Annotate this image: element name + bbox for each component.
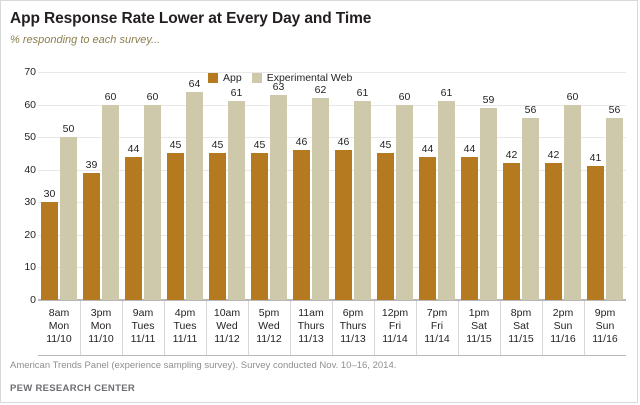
category-date: 11/11: [172, 333, 198, 345]
bar-app[interactable]: [335, 136, 352, 300]
bar-experimental-web[interactable]: [270, 80, 287, 300]
category-time: 8am: [48, 307, 70, 319]
bar-app[interactable]: [83, 158, 100, 300]
bar-app[interactable]: [461, 142, 478, 300]
bar-group: [542, 72, 584, 300]
category-date: 11/12: [214, 333, 240, 345]
bar-value-label: 45: [169, 139, 182, 152]
bar-experimental-web[interactable]: [480, 93, 497, 300]
y-axis-tick: 40: [24, 163, 36, 176]
category-time: 3pm: [90, 307, 112, 319]
category-day: Thurs: [297, 320, 325, 332]
x-axis-category: [374, 301, 416, 355]
bar-group: [290, 72, 332, 300]
bar-experimental-web[interactable]: [522, 103, 539, 300]
category-day: Thurs: [339, 320, 367, 332]
bar-value-label: 61: [356, 87, 369, 100]
x-axis-category: [80, 301, 122, 355]
bar-app[interactable]: [503, 149, 520, 300]
category-day: Sun: [595, 320, 615, 332]
category-date: 11/16: [550, 333, 576, 345]
bar-value-label: 44: [127, 142, 140, 155]
category-day: Wed: [216, 320, 238, 332]
bar-value-label: 45: [379, 139, 392, 152]
source-note: American Trends Panel (experience sampling survey). Survey conducted Nov. 10–16, 2014.: [10, 360, 397, 371]
bar-groups: [38, 72, 626, 300]
category-day: Fri: [430, 320, 444, 332]
legend-label-experimental-web: Experimental Web: [266, 72, 353, 84]
category-date: 11/13: [340, 333, 366, 345]
y-axis-tick: 70: [24, 66, 36, 78]
bar-group: [584, 72, 626, 300]
x-axis-category: [500, 301, 542, 355]
category-date: 11/15: [508, 333, 534, 345]
bar-group: [80, 72, 122, 300]
x-axis-category: [416, 301, 458, 355]
bar-group: [458, 72, 500, 300]
category-time: 11am: [298, 307, 324, 319]
bar-group: [500, 72, 542, 300]
category-day: Sat: [471, 320, 487, 332]
bar-app[interactable]: [167, 139, 184, 300]
bar-value-label: 46: [295, 136, 308, 149]
category-day: Tues: [173, 320, 197, 332]
category-date: 11/13: [298, 333, 324, 345]
bar-value-label: 56: [608, 103, 621, 116]
y-axis-tick: 20: [24, 228, 36, 241]
category-date: 11/11: [130, 333, 156, 345]
x-axis-category: [164, 301, 206, 355]
x-axis-category: [122, 301, 164, 355]
bar-value-label: 41: [589, 152, 602, 165]
bar-experimental-web[interactable]: [354, 87, 371, 300]
bar-experimental-web[interactable]: [228, 87, 245, 300]
chart-subtitle: % responding to each survey...: [10, 34, 161, 46]
y-axis-tick: 10: [24, 261, 36, 274]
category-time: 1pm: [468, 307, 490, 319]
bar-value-label: 42: [505, 149, 518, 162]
bar-app[interactable]: [293, 136, 310, 300]
category-day: Wed: [258, 320, 280, 332]
bar-experimental-web[interactable]: [144, 90, 161, 300]
category-date: 11/10: [88, 333, 114, 345]
x-axis-categories: [38, 300, 626, 356]
bar-value-label: 60: [104, 90, 117, 103]
bar-group: [416, 72, 458, 300]
bar-app[interactable]: [419, 142, 436, 300]
category-time: 9pm: [594, 307, 616, 319]
bar-group: [248, 72, 290, 300]
y-axis-tick: 30: [24, 196, 36, 209]
bar-value-label: 30: [43, 188, 56, 201]
category-day: Sun: [553, 320, 573, 332]
bar-value-label: 64: [188, 77, 201, 90]
bar-value-label: 62: [314, 84, 327, 97]
category-date: 11/10: [46, 333, 72, 345]
category-time: 5pm: [258, 307, 280, 319]
bar-experimental-web[interactable]: [60, 123, 77, 300]
bar-app[interactable]: [377, 139, 394, 300]
bar-group: [206, 72, 248, 300]
bar-experimental-web[interactable]: [564, 90, 581, 300]
organization-footer: PEW RESEARCH CENTER: [10, 383, 135, 394]
y-axis: [8, 66, 36, 306]
category-time: 6pm: [342, 307, 364, 319]
bar-value-label: 44: [421, 142, 434, 155]
category-time: 4pm: [174, 307, 196, 319]
bar-group: [38, 72, 80, 300]
bar-value-label: 60: [398, 90, 411, 103]
legend-label-app: App: [223, 72, 242, 84]
category-time: 9am: [132, 307, 154, 319]
bar-experimental-web[interactable]: [186, 77, 203, 300]
category-day: Sat: [513, 320, 529, 332]
bar-experimental-web[interactable]: [396, 90, 413, 300]
bar-group: [332, 72, 374, 300]
category-date: 11/12: [256, 333, 282, 345]
bar-experimental-web[interactable]: [606, 103, 623, 300]
bar-value-label: 45: [211, 139, 224, 152]
bar-value-label: 61: [230, 87, 243, 100]
bar-value-label: 45: [253, 139, 266, 152]
y-axis-tick: 60: [24, 98, 36, 111]
x-axis-category: [248, 301, 290, 355]
category-day: Fri: [388, 320, 402, 332]
category-time: 2pm: [552, 307, 574, 319]
bar-app[interactable]: [125, 142, 142, 300]
y-axis-tick: 0: [30, 294, 36, 306]
category-day: Mon: [90, 320, 112, 332]
bar-app[interactable]: [251, 139, 268, 300]
x-axis-category: [458, 301, 500, 355]
bar-value-label: 44: [463, 142, 476, 155]
category-date: 11/14: [424, 333, 450, 345]
category-day: Mon: [48, 320, 70, 332]
bar-app[interactable]: [545, 149, 562, 300]
category-date: 11/14: [382, 333, 408, 345]
bar-value-label: 46: [337, 136, 350, 149]
x-axis-category: [542, 301, 584, 355]
bar-group: [122, 72, 164, 300]
bar-value-label: 60: [146, 90, 159, 103]
bar-experimental-web[interactable]: [312, 84, 329, 300]
bar-value-label: 61: [440, 87, 453, 100]
bar-app[interactable]: [209, 139, 226, 300]
x-axis-category: [332, 301, 374, 355]
category-time: 10am: [213, 307, 241, 319]
x-axis-category: [584, 301, 626, 355]
category-time: 8pm: [510, 307, 532, 319]
bar-value-label: 50: [62, 123, 75, 136]
category-day: Tues: [131, 320, 155, 332]
bar-experimental-web[interactable]: [438, 87, 455, 300]
page-title: App Response Rate Lower at Every Day and Time: [10, 10, 372, 27]
bar-value-label: 59: [482, 93, 495, 106]
x-axis-category: [290, 301, 332, 355]
bar-value-label: 42: [547, 149, 560, 162]
bar-value-label: 60: [566, 90, 579, 103]
bar-experimental-web[interactable]: [102, 90, 119, 300]
x-axis-category: [206, 301, 248, 355]
bar-value-label: 39: [85, 158, 98, 171]
bar-app[interactable]: [587, 152, 604, 300]
category-time: 12pm: [381, 307, 409, 319]
bar-group: [374, 72, 416, 300]
bar-group: [164, 72, 206, 300]
category-date: 11/16: [592, 333, 618, 345]
bar-app[interactable]: [41, 188, 58, 300]
y-axis-tick: 50: [24, 131, 36, 144]
plot-area: [38, 72, 626, 300]
category-date: 11/15: [466, 333, 492, 345]
bar-value-label: 63: [272, 80, 285, 93]
category-time: 7pm: [426, 307, 448, 319]
bar-value-label: 56: [524, 103, 537, 116]
x-axis-category: [38, 301, 80, 355]
